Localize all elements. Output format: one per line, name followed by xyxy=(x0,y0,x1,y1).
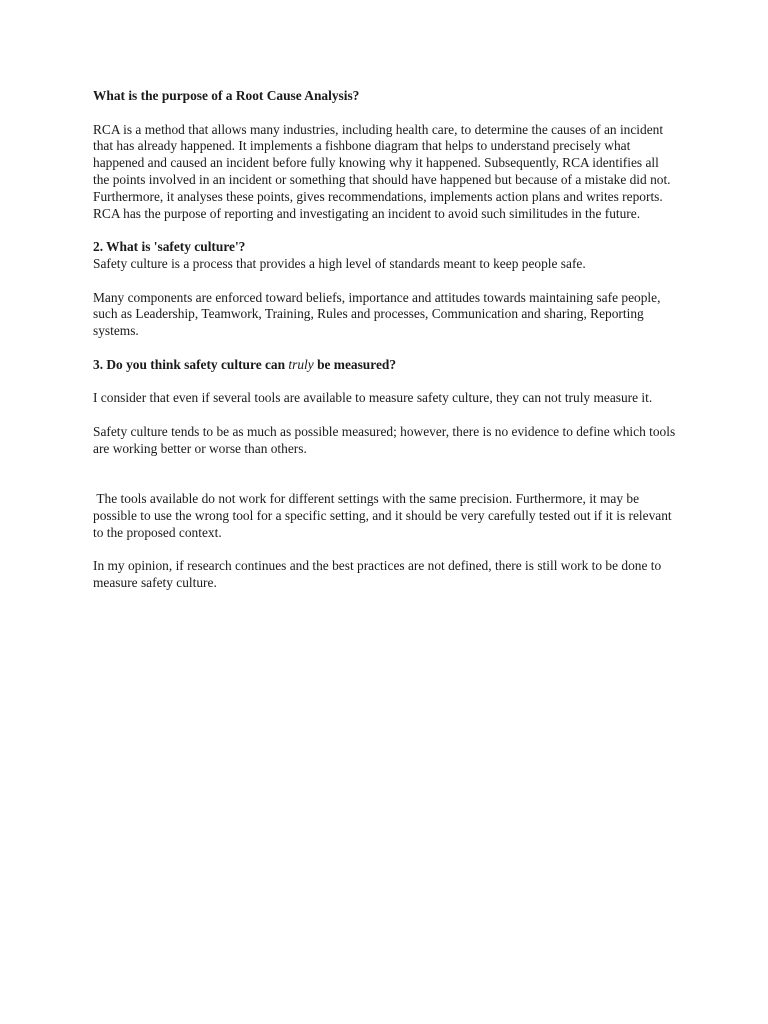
spacer xyxy=(93,542,678,559)
question-1-answer-paragraph-2: RCA has the purpose of reporting and investigating an incident to avoid such similitudes in the future. xyxy=(93,205,641,221)
question-1-heading: What is the purpose of a Root Cause Analysis? xyxy=(93,88,360,103)
question-3-answer-paragraph-1: I consider that even if several tools are available to measure safety culture, they can not truly measure it. xyxy=(93,390,653,406)
question-3-heading xyxy=(93,357,678,374)
spacer xyxy=(93,273,678,290)
spacer xyxy=(93,105,678,122)
spacer xyxy=(93,407,678,424)
question-3-answer-paragraph-3: The tools available do not work for different settings with the same precision. Furthermore, it may be possible to use the wrong tool for a specific setting, and it should be very carefully tested out if it is relevant to the proposed context. xyxy=(93,491,675,540)
question-3-heading-end: be measured? xyxy=(313,356,397,372)
question-2-answer-paragraph-2: Many components are enforced toward beliefs, importance and attitudes towards maintaining safe people, such as Leadership, Teamwork, Training, Rules and processes, Communication and sharing, Reporting systems. xyxy=(93,289,661,339)
question-1-answer-paragraph-1: RCA is a method that allows many industries, including health care, to determine the causes of an incident that has already happened. It implements a fishbone diagram that helps to understand precisely what happened and caused an incident before fully knowing why it happened. Subsequently, RCA identifies all the points involved in an incident or something that should have happened but because of a mistake did not. Furthermore, it analyses these points, gives recommendations, implements action plans and writes reports. xyxy=(93,121,671,204)
question-3-answer-paragraph-2: Safety culture tends to be as much as possible measured; however, there is no evidence to define which tools are working better or worse than others. xyxy=(93,423,676,456)
question-3-heading-emphasis: truly xyxy=(288,356,314,372)
spacer xyxy=(93,340,678,357)
question-2-heading: 2. What is 'safety culture'? xyxy=(93,239,246,255)
question-2-answer-paragraph-1: Safety culture is a process that provides a high level of standards meant to keep people safe. xyxy=(93,255,586,271)
document-body xyxy=(93,88,678,592)
spacer xyxy=(93,458,678,492)
question-3-answer-paragraph-4: In my opinion, if research continues and the best practices are not defined, there is still work to be done to measure safety culture. xyxy=(93,558,662,591)
spacer xyxy=(93,222,678,239)
question-3-heading-start: 3. Do you think safety culture can xyxy=(93,356,289,372)
spacer xyxy=(93,374,678,391)
